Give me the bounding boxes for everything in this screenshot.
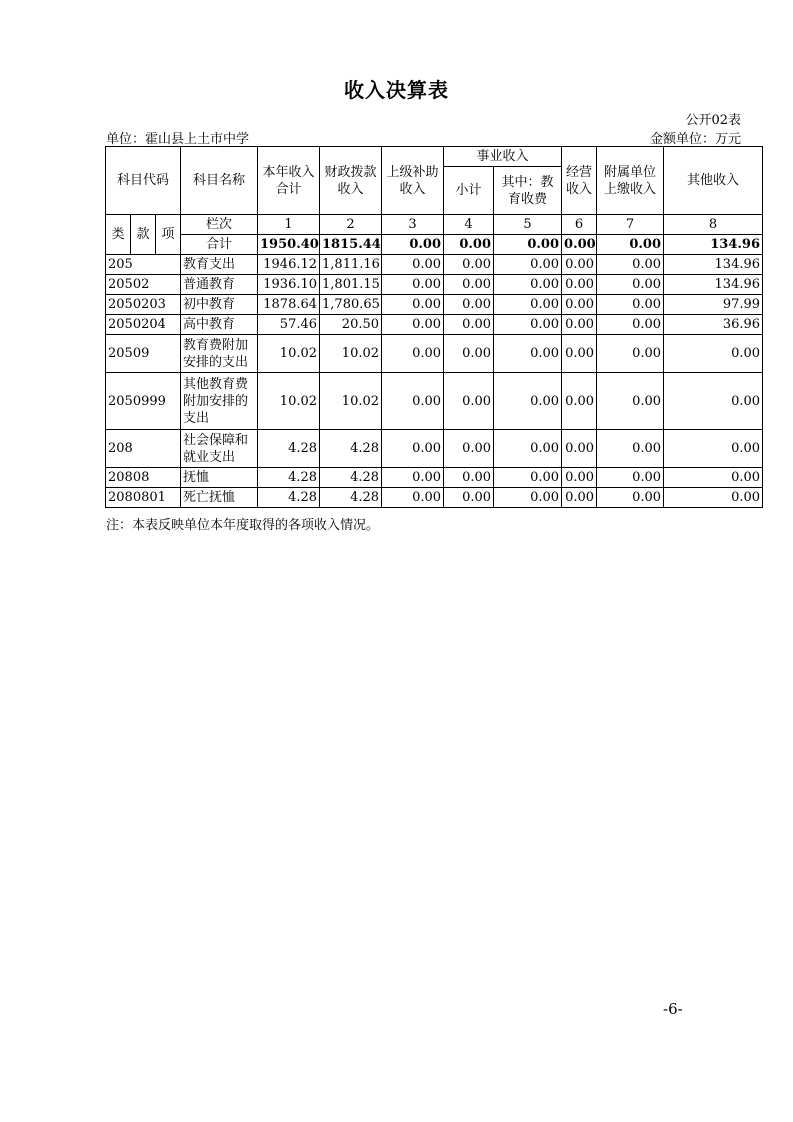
row-value: 0.00 <box>562 430 597 468</box>
row-value: 10.02 <box>258 335 320 373</box>
row-value: 0.00 <box>597 335 664 373</box>
row-code: 20502 <box>106 275 181 295</box>
row-value: 1,801.15 <box>320 275 382 295</box>
row-value: 0.00 <box>444 373 494 430</box>
row-value: 4.28 <box>320 488 382 508</box>
row-value: 134.96 <box>664 255 763 275</box>
form-number: 公开02表 <box>685 113 741 128</box>
row-value: 0.00 <box>494 488 562 508</box>
row-name: 其他教育费附加安排的支出 <box>181 373 258 430</box>
table-row <box>106 255 763 275</box>
row-value: 0.00 <box>664 430 763 468</box>
row-value: 10.02 <box>320 335 382 373</box>
table-row <box>106 315 763 335</box>
header-operating: 经营收入 <box>562 147 597 215</box>
row-value: 0.00 <box>597 255 664 275</box>
header-total: 本年收入合计 <box>258 147 320 215</box>
header-business-subtotal: 小计 <box>444 167 494 215</box>
row-name: 抚恤 <box>181 468 258 488</box>
row-value: 0.00 <box>382 315 444 335</box>
row-value: 0.00 <box>597 373 664 430</box>
row-value: 0.00 <box>444 275 494 295</box>
row-value: 0.00 <box>444 335 494 373</box>
page-title: 收入决算表 <box>344 78 449 102</box>
row-name: 普通教育 <box>181 275 258 295</box>
row-value: 36.96 <box>664 315 763 335</box>
header-other: 其他收入 <box>664 147 763 215</box>
row-value: 0.00 <box>382 488 444 508</box>
row-value: 20.50 <box>320 315 382 335</box>
row-name: 高中教育 <box>181 315 258 335</box>
header-business-edu: 其中：教育收费 <box>494 167 562 215</box>
row-value: 0.00 <box>382 373 444 430</box>
header-code: 科目代码 <box>106 147 181 215</box>
total-cell: 1815.44 <box>320 235 382 255</box>
row-value: 0.00 <box>382 275 444 295</box>
row-value: 0.00 <box>562 488 597 508</box>
table-note: 注：本表反映单位本年度取得的各项收入情况。 <box>106 518 380 533</box>
row-value: 0.00 <box>562 275 597 295</box>
total-cell: 0.00 <box>382 235 444 255</box>
row-code: 208 <box>106 430 181 468</box>
row-value: 1,811.16 <box>320 255 382 275</box>
row-value: 0.00 <box>597 295 664 315</box>
total-label: 合计 <box>181 235 258 255</box>
col-num: 2 <box>320 215 382 235</box>
row-value: 1946.12 <box>258 255 320 275</box>
row-name: 初中教育 <box>181 295 258 315</box>
row-value: 0.00 <box>664 335 763 373</box>
col-num: 8 <box>664 215 763 235</box>
header-lei: 类 <box>106 215 131 255</box>
total-cell: 0.00 <box>562 235 597 255</box>
col-num: 1 <box>258 215 320 235</box>
row-value: 0.00 <box>444 315 494 335</box>
row-value: 0.00 <box>382 255 444 275</box>
header-col-label: 栏次 <box>181 215 258 235</box>
row-value: 4.28 <box>320 468 382 488</box>
row-code: 2050203 <box>106 295 181 315</box>
total-cell: 134.96 <box>664 235 763 255</box>
row-value: 0.00 <box>382 430 444 468</box>
row-value: 1878.64 <box>258 295 320 315</box>
row-value: 0.00 <box>444 295 494 315</box>
row-value: 10.02 <box>258 373 320 430</box>
header-kuan: 款 <box>131 215 156 255</box>
total-cell: 0.00 <box>444 235 494 255</box>
header-fiscal: 财政拨款收入 <box>320 147 382 215</box>
row-value: 134.96 <box>664 275 763 295</box>
row-value: 4.28 <box>258 488 320 508</box>
row-value: 4.28 <box>320 430 382 468</box>
row-value: 0.00 <box>597 275 664 295</box>
row-value: 1936.10 <box>258 275 320 295</box>
row-value: 0.00 <box>562 373 597 430</box>
row-value: 0.00 <box>494 315 562 335</box>
row-value: 10.02 <box>320 373 382 430</box>
col-num: 7 <box>597 215 664 235</box>
table-row <box>106 275 763 295</box>
row-value: 0.00 <box>382 295 444 315</box>
row-code: 205 <box>106 255 181 275</box>
row-value: 0.00 <box>494 295 562 315</box>
row-name: 教育费附加安排的支出 <box>181 335 258 373</box>
amount-unit-label: 金额单位：万元 <box>649 132 741 147</box>
row-value: 0.00 <box>562 255 597 275</box>
table-row <box>106 488 763 508</box>
row-value: 0.00 <box>562 335 597 373</box>
row-value: 97.99 <box>664 295 763 315</box>
row-value: 0.00 <box>597 488 664 508</box>
row-code: 2050999 <box>106 373 181 430</box>
row-value: 0.00 <box>382 335 444 373</box>
col-num: 5 <box>494 215 562 235</box>
table-row <box>106 430 763 468</box>
table-row <box>106 373 763 430</box>
table-row <box>106 295 763 315</box>
col-num: 4 <box>444 215 494 235</box>
row-code: 2080801 <box>106 488 181 508</box>
row-code: 2050204 <box>106 315 181 335</box>
total-cell: 0.00 <box>494 235 562 255</box>
row-value: 0.00 <box>664 488 763 508</box>
row-value: 0.00 <box>494 255 562 275</box>
row-code: 20808 <box>106 468 181 488</box>
row-value: 0.00 <box>444 468 494 488</box>
row-value: 0.00 <box>562 315 597 335</box>
row-value: 4.28 <box>258 430 320 468</box>
row-value: 0.00 <box>562 295 597 315</box>
table-row <box>106 335 763 373</box>
col-num: 6 <box>562 215 597 235</box>
row-value: 0.00 <box>494 373 562 430</box>
row-value: 57.46 <box>258 315 320 335</box>
row-value: 0.00 <box>444 255 494 275</box>
row-name: 教育支出 <box>181 255 258 275</box>
row-value: 0.00 <box>597 468 664 488</box>
row-value: 0.00 <box>494 430 562 468</box>
header-name: 科目名称 <box>181 147 258 215</box>
row-value: 0.00 <box>444 488 494 508</box>
total-cell: 0.00 <box>597 235 664 255</box>
row-name: 死亡抚恤 <box>181 488 258 508</box>
table-row <box>106 468 763 488</box>
row-value: 0.00 <box>562 468 597 488</box>
row-value: 0.00 <box>494 468 562 488</box>
row-value: 4.28 <box>258 468 320 488</box>
row-value: 0.00 <box>664 468 763 488</box>
header-business-group: 事业收入 <box>444 147 562 167</box>
row-value: 0.00 <box>494 275 562 295</box>
page-number: -6- <box>663 1000 683 1018</box>
row-value: 0.00 <box>597 315 664 335</box>
header-xiang: 项 <box>156 215 181 255</box>
row-value: 0.00 <box>494 335 562 373</box>
col-num: 3 <box>382 215 444 235</box>
total-cell: 1950.40 <box>258 235 320 255</box>
header-affiliated: 附属单位上缴收入 <box>597 147 664 215</box>
income-table <box>105 146 763 508</box>
header-superior: 上级补助收入 <box>382 147 444 215</box>
row-value: 0.00 <box>597 430 664 468</box>
row-value: 0.00 <box>382 468 444 488</box>
row-value: 0.00 <box>664 373 763 430</box>
unit-label: 单位：霍山县上土市中学 <box>106 132 250 147</box>
row-code: 20509 <box>106 335 181 373</box>
row-name: 社会保障和就业支出 <box>181 430 258 468</box>
row-value: 0.00 <box>444 430 494 468</box>
row-value: 1,780.65 <box>320 295 382 315</box>
